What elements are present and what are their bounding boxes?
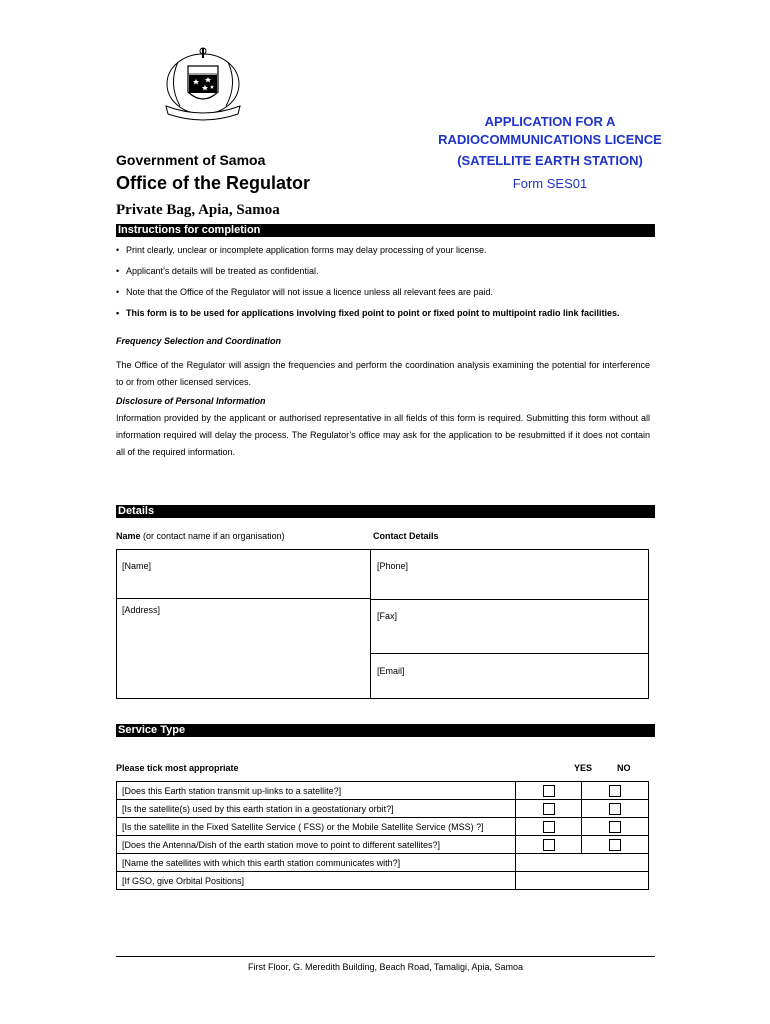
yes-checkbox[interactable] [543,803,555,815]
footer-address: First Floor, G. Meredith Building, Beach Road, Tamaligi, Apia, Samoa [248,962,523,972]
yes-checkbox[interactable] [543,821,555,833]
office-name: Office of the Regulator [116,173,311,193]
no-checkbox[interactable] [609,803,621,815]
no-cell [582,782,649,800]
details-divider [370,549,371,699]
table-row [117,782,649,800]
form-code: Form SES01 [512,176,588,191]
office-address: Private Bag, Apia, Samoa [116,202,280,218]
no-checkbox[interactable] [609,839,621,851]
instructions-list [116,243,661,327]
service-type-table [116,781,649,890]
no-column-label: NO [617,763,631,773]
yes-cell [515,818,582,836]
yes-cell [515,782,582,800]
details-form-box [116,549,649,699]
contact-details-label: Contact Details [373,531,439,541]
answer-input[interactable] [515,872,648,890]
name-label: Name (or contact name if an organisation) [116,531,285,541]
table-row [117,854,649,872]
disclosure-heading: Disclosure of Personal Information [116,396,266,406]
disclosure-text: Information provided by the applicant or authorised representative in all fields of this form is required. Submitting this form without all information required will delay the process. The Regulator’s office may ask for the application to be resubmitted if it does not contain all of the required information. [116,413,650,457]
footer-divider [116,956,655,957]
application-title-line3: (SATELLITE EARTH STATION) [457,153,643,168]
name-field[interactable]: [Name] [122,561,152,571]
details-divider [116,598,370,599]
question-cell: [Does the Antenna/Dish of the earth station move to point to different satellites?] [117,836,516,854]
email-field[interactable]: [Email] [377,666,405,676]
list-item: • Note that the Office of the Regulator will not issue a licence unless all relevant fees are paid. [116,285,661,306]
table-row [117,836,649,854]
answer-input[interactable] [515,854,648,872]
application-title-line2: RADIOCOMMUNICATIONS LICENCE [438,132,662,147]
list-item: • Print clearly, unclear or incomplete application forms may delay processing of your license. [116,243,661,264]
phone-field[interactable]: [Phone] [377,561,409,571]
table-row [117,800,649,818]
table-row [117,818,649,836]
samoa-coat-of-arms-icon [158,44,248,126]
no-cell [582,818,649,836]
no-checkbox[interactable] [609,785,621,797]
list-item: • Applicant’s details will be treated as confidential. [116,264,661,285]
frequency-text: The Office of the Regulator will assign the frequencies and perform the coordination analysis examining the potential for interference to or from other licensed services. [116,360,650,387]
yes-checkbox[interactable] [543,839,555,851]
yes-checkbox[interactable] [543,785,555,797]
instructions-heading: Instructions for completion [116,224,655,237]
fax-field[interactable]: [Fax] [377,611,398,621]
question-cell: [Is the satellite in the Fixed Satellite Service ( FSS) or the Mobile Satellite Service (MSS) ?] [117,818,516,836]
details-heading: Details [116,505,655,518]
yes-cell [515,800,582,818]
application-title-line1: APPLICATION FOR A [484,114,616,129]
yes-column-label: YES [574,763,593,773]
question-cell: [Is the satellite(s) used by this earth station in a geostationary orbit?] [117,800,516,818]
yes-cell [515,836,582,854]
government-name: Government of Samoa [116,152,266,168]
question-cell: [Does this Earth station transmit up-links to a satellite?] [117,782,516,800]
details-divider [370,599,649,600]
question-cell: [If GSO, give Orbital Positions] [117,872,516,890]
address-field[interactable]: [Address] [122,605,161,615]
tick-instruction: Please tick most appropriate [116,763,239,773]
details-divider [370,653,649,654]
service-type-heading: Service Type [116,724,655,737]
table-row [117,872,649,890]
question-cell: [Name the satellites with which this earth station communicates with?] [117,854,516,872]
no-checkbox[interactable] [609,821,621,833]
list-item: • This form is to be used for applications involving fixed point to point or fixed point to multipoint radio link facilities. [116,306,661,327]
frequency-heading: Frequency Selection and Coordination [116,336,282,346]
no-cell [582,800,649,818]
no-cell [582,836,649,854]
